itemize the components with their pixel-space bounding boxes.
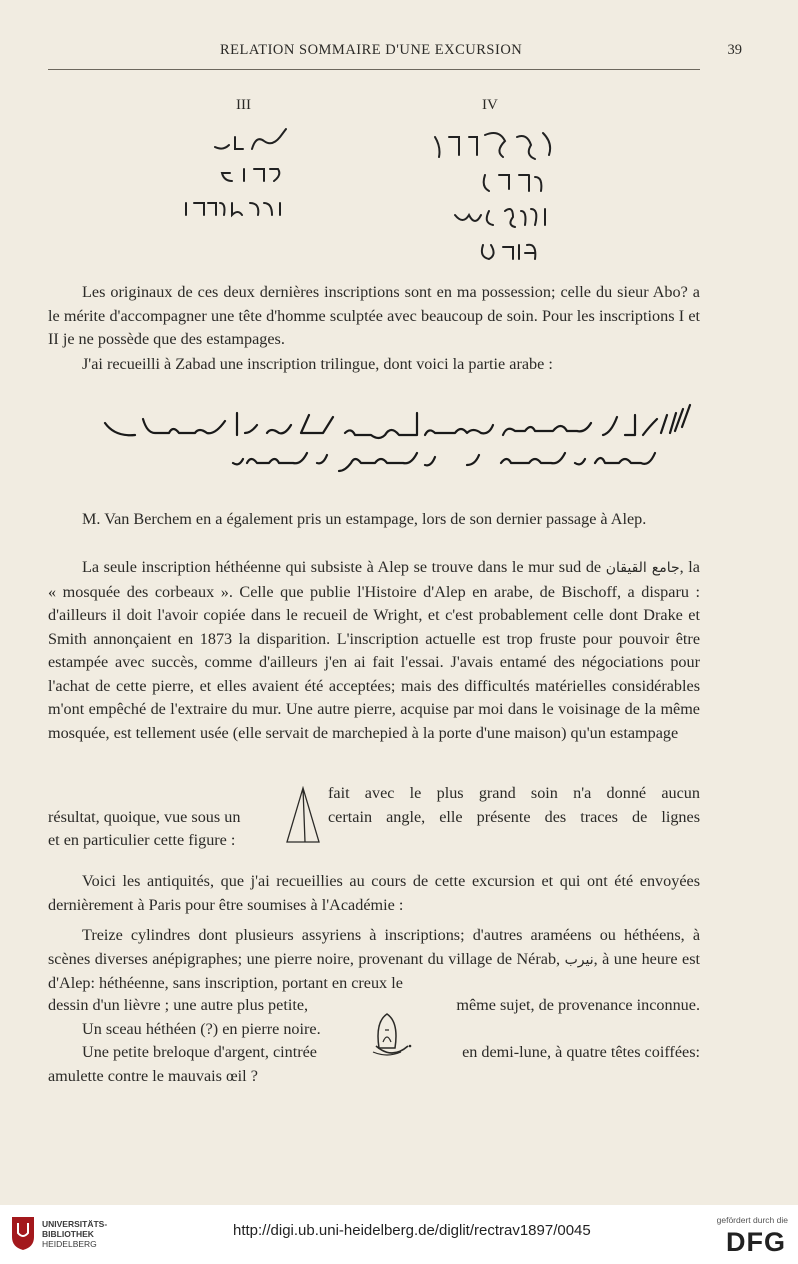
paragraph-van-berchem-text: M. Van Berchem en a également pris un estampage, lors de son dernier passage à Alep. <box>82 510 647 528</box>
institution-name <box>42 1219 107 1249</box>
crescent-amulet-drawing <box>372 1042 412 1060</box>
header-rule <box>48 69 700 70</box>
seal-right-line-3: en demi-lune, à quatre têtes coiffées: <box>462 1043 700 1061</box>
running-title: RELATION SOMMAIRE D'UNE EXCURSION <box>220 42 523 58</box>
funded-by-label: gefördert durch die <box>716 1215 788 1225</box>
paragraph-antiquites-text: Voici les antiquités, que j'ai recueillies au cours de cette excursion et qui ont été envoyées dernièrement à Paris pour être soumises à l'Académie : <box>48 872 700 914</box>
paragraph-originaux <box>48 281 700 352</box>
inscription-iii-drawing <box>180 125 320 220</box>
cylindres-text-a: Treize cylindres dont plusieurs assyriens à inscriptions; d'autres araméens ou héthéens, à scènes diverses anépigraphes; une pierre noire, provenant du village de Nérab, <box>48 926 700 968</box>
paragraph-antiquites <box>48 870 700 917</box>
arabic-inscription-drawing <box>95 395 715 485</box>
paragraph-originaux-text: Les originaux de ces deux dernières inscriptions sont en ma possession; celle du sieur Abo? a le mérite d'accompagner une tête d'homme sculptée avec beaucoup de soin. Pour les inscriptions I et II je ne possède que des estampages. <box>48 283 700 348</box>
seal-line-4: amulette contre le mauvais œil ? <box>48 1066 258 1085</box>
university-library-logo <box>10 1215 36 1251</box>
paragraph-zabad <box>48 353 700 377</box>
inscription-iv-label: IV <box>482 97 498 113</box>
arabic-village-name: نيرب <box>564 951 594 968</box>
hittite-lead-text: La seule inscription héthéenne qui subsiste à Alep se trouve dans le mur sud de <box>82 558 602 576</box>
page-number: 39 <box>727 42 742 58</box>
digitization-footer <box>0 1205 798 1264</box>
hittite-body-text: , la « mosquée des corbeaux ». Celle que publie l'Histoire d'Alep en arabe, de Bischoff, a disparu : d'ailleurs il doit l'avoir copiée dans le recueil de Wright, et c'est probablement celle dont Drake et Smith annonçaient en 1873 la disparition. L'inscription actuelle est trop fruste pour pouvoir être estampée avec succès, comme d'ailleurs j'en ai fait l'essai. J'avais entamé des négociations pour l'achat de cette pierre, et elles avaient été acceptées; mais des difficultés matérielles considérables m'ont empêché de l'extraire du mur. Une autre pierre, acquise par moi dans le voisinage de la même mosquée, est tellement usée (elle servait de marchepied à la porte d'une maison) qu'un estampage <box>48 558 700 742</box>
figure-wrap-block <box>48 782 700 852</box>
dfg-logo: DFG <box>726 1227 786 1257</box>
institution-line-2: BIBLIOTHEK <box>42 1229 94 1239</box>
seal-right-line-1: même sujet, de provenance inconnue. <box>456 996 700 1014</box>
institution-line-3: HEIDELBERG <box>42 1239 97 1249</box>
permalink-url[interactable]: http://digi.ub.uni-heidelberg.de/diglit/rectrav1897/0045 <box>233 1222 591 1239</box>
paragraph-cylindres <box>48 924 700 996</box>
triangle-figure <box>285 786 321 846</box>
inscription-iii-label: III <box>236 97 251 113</box>
seal-left-line-3: Une petite breloque d'argent, cintrée <box>82 1043 317 1061</box>
paragraph-hittite-alep <box>48 556 700 745</box>
arabic-mosque-name: جامع القيقان <box>605 560 680 576</box>
paragraph-van-berchem <box>48 508 700 532</box>
wrap-left-line-3: et en particulier cette figure : <box>48 831 236 849</box>
cylindres-text-b: , à une heure est d'Alep: héthéenne, sans inscription, portant en creux le <box>48 949 700 992</box>
inscription-iv-drawing <box>425 125 575 260</box>
wrap-left-line-2: résultat, quoique, vue sous un <box>48 807 241 826</box>
wrap-right-line-2: certain angle, elle présente des traces de lignes <box>328 807 700 826</box>
institution-line-1: UNIVERSITÄTS- <box>42 1219 108 1229</box>
wrap-right-line-1: fait avec le plus grand soin n'a donné aucun <box>328 784 700 802</box>
paragraph-zabad-text: J'ai recueilli à Zabad une inscription trilingue, dont voici la partie arabe : <box>82 355 553 373</box>
seal-line-2: Un sceau héthéen (?) en pierre noire. <box>82 1019 321 1038</box>
seal-left-line-1: dessin d'un lièvre ; une autre plus petite, <box>48 996 309 1014</box>
